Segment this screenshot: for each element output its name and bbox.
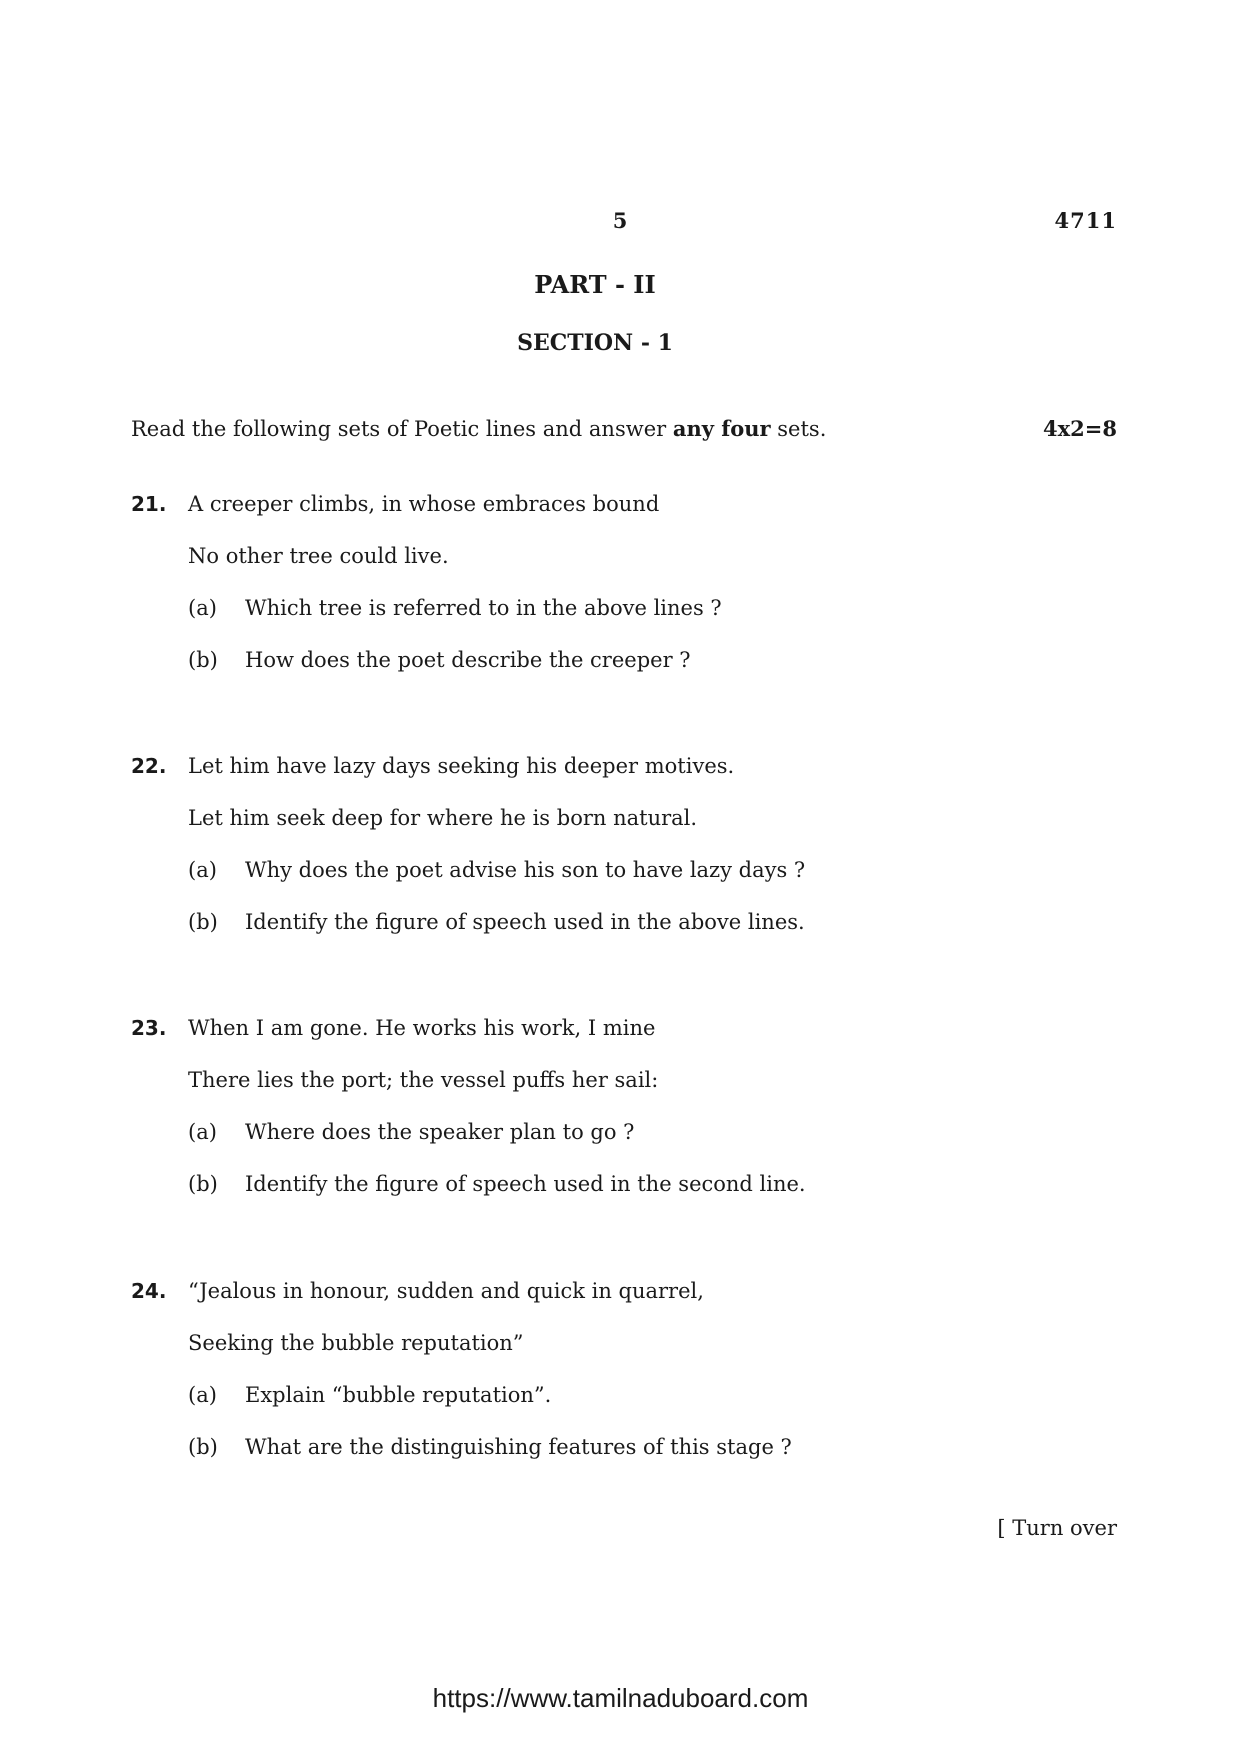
section-marks: 4x2=8 xyxy=(1043,416,1117,441)
sub-question-text: How does the poet describe the creeper ? xyxy=(245,648,691,672)
poem-line: When I am gone. He works his work, I mine xyxy=(188,1016,656,1040)
sub-question-label: (b) xyxy=(188,648,218,672)
section-title: SECTION - 1 xyxy=(517,330,673,356)
sub-question-label: (b) xyxy=(188,1172,218,1196)
sub-question-text: Identify the figure of speech used in the second line. xyxy=(245,1172,806,1196)
footer-url[interactable]: https://www.tamilnaduboard.com xyxy=(432,1683,809,1713)
sub-question-label: (b) xyxy=(188,1435,218,1459)
poem-line: A creeper climbs, in whose embraces bound xyxy=(188,492,660,516)
instructions-text-before: Read the following sets of Poetic lines and answer xyxy=(131,417,673,441)
poem-line: No other tree could live. xyxy=(188,544,449,568)
poem-line: Let him have lazy days seeking his deeper motives. xyxy=(188,754,735,778)
poem-line: There lies the port; the vessel puffs her sail: xyxy=(188,1068,659,1092)
sub-question-text: What are the distinguishing features of this stage ? xyxy=(245,1435,792,1459)
sub-question-label: (a) xyxy=(188,596,217,620)
sub-question-label: (a) xyxy=(188,1120,217,1144)
question-22 xyxy=(131,754,1131,934)
sub-question-text: Why does the poet advise his son to have lazy days ? xyxy=(245,858,806,882)
poem-line: “Jealous in honour, sudden and quick in quarrel, xyxy=(188,1279,704,1303)
question-21 xyxy=(131,492,1131,672)
sub-question-text: Which tree is referred to in the above lines ? xyxy=(245,596,722,620)
sub-question-label: (b) xyxy=(188,910,218,934)
poem-line: Let him seek deep for where he is born natural. xyxy=(188,806,698,830)
instructions-emphasis: any four xyxy=(672,416,771,441)
sub-question-label: (a) xyxy=(188,858,217,882)
turn-over-note: [ Turn over xyxy=(997,1516,1117,1540)
question-24 xyxy=(131,1279,1131,1459)
part-title: PART - II xyxy=(534,270,656,299)
page-number: 5 xyxy=(612,208,628,233)
question-23 xyxy=(131,1016,1131,1196)
instructions xyxy=(131,416,826,441)
question-number: 22. xyxy=(131,754,167,778)
sub-question-label: (a) xyxy=(188,1383,217,1407)
question-number: 21. xyxy=(131,492,167,516)
paper-code: 4711 xyxy=(1054,208,1117,233)
sub-question-text: Identify the figure of speech used in the above lines. xyxy=(245,910,805,934)
question-number: 24. xyxy=(131,1279,167,1303)
poem-line: Seeking the bubble reputation” xyxy=(188,1331,524,1355)
instructions-text-after: sets. xyxy=(770,417,827,441)
sub-question-text: Where does the speaker plan to go ? xyxy=(245,1120,635,1144)
sub-question-text: Explain “bubble reputation”. xyxy=(245,1383,552,1407)
question-number: 23. xyxy=(131,1016,167,1040)
